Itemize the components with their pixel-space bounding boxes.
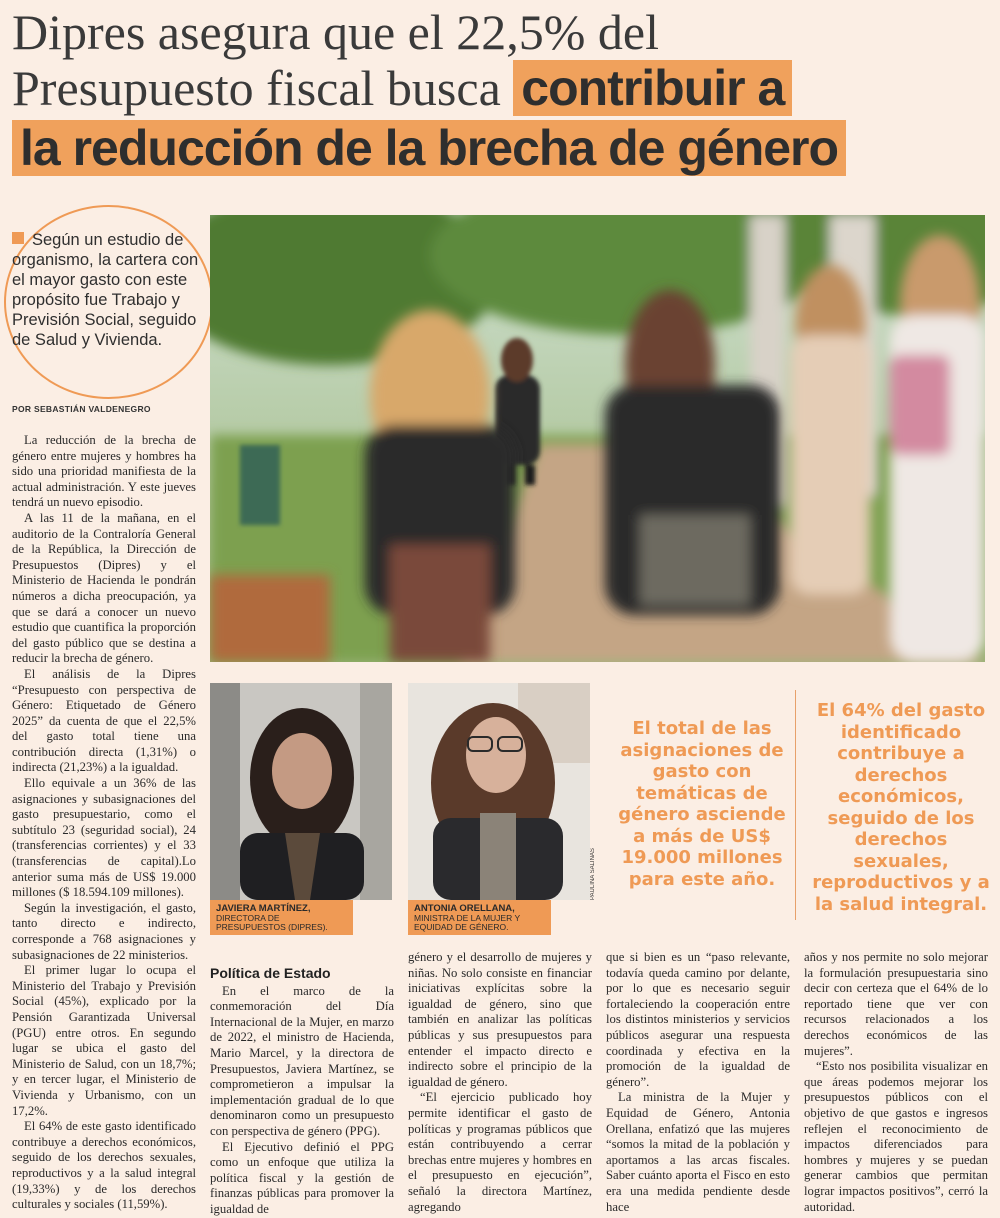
paragraph: La reducción de la brecha de género entre mujeres y hombres ha sido una prioridad manifiesta de la actual administración. Y este jueves tendrá un nuevo episodio. (12, 433, 196, 510)
main-photo (210, 215, 985, 662)
portrait-photo (408, 683, 590, 900)
paragraph: En el marco de la conmemoración del Día Internacional de la Mujer, en marzo de 2022, el ministro de Hacienda, Mario Marcel, y la directora de Presupuestos, Javiera Martínez, se comprometieron a impulsar la implementación gradual de lo que denominaron como un presupuesto con perspectiva de género (PPG). (210, 983, 394, 1138)
paragraph: años y nos permite no solo mejorar la formulación presupuestaria sino decir con certeza que el 64% de lo reportado tiene que ver con recursos relacionados a los derechos económicos de las mujeres”. (804, 950, 988, 1058)
paragraph: El 64% de este gasto identificado contribuye a derechos económicos, seguido de los derechos sexuales, reproductivos y a la salud integral (19,33%) y de los derechos culturales y sociales (11,59%). (12, 1119, 196, 1212)
article-column-2 (210, 966, 394, 1218)
headline-line-3 (12, 120, 992, 176)
portrait-photo (210, 683, 392, 900)
article-column-5 (804, 950, 988, 1215)
caption-antonia-orellana (408, 900, 551, 935)
headline-highlight-2: la reducción de la brecha de género (12, 120, 846, 176)
caption-role: MINISTRA DE LA MUJER Y EQUIDAD DE GÉNERO. (414, 912, 520, 932)
caption-javiera-martinez (210, 900, 353, 935)
pull-quote-2: El 64% del gasto identificado contribuye a derechos económicos, seguido de los derechos sexuales, reproductivos y a la salud integral. (812, 700, 990, 915)
paragraph: Según la investigación, el gasto, tanto directo e indirecto, corresponde a 768 asignaciones y subasignaciones de 22 ministerios. (12, 900, 196, 962)
section-heading: Política de Estado (210, 965, 331, 981)
paragraph: El Ejecutivo definió el PPG como un enfoque que utiliza la política fiscal y la gestión de finanzas públicas para promover la igualdad de (210, 1139, 394, 1216)
portrait-antonia-orellana (408, 683, 590, 900)
caption-name: ANTONIA ORELLANA, (414, 903, 515, 914)
caption-name: JAVIERA MARTÍNEZ, (216, 903, 311, 914)
paragraph: que si bien es un “paso relevante, todavía queda camino por delante, por lo que es necesario seguir fortaleciendo la cooperación entre los distintos ministerios y servicios públicos asegurar una respuesta coordinada y efectiva en la promoción de la igualdad de género”. (606, 950, 790, 1089)
paragraph: “Esto nos posibilita visualizar en que áreas podemos mejorar los presupuestos públicos con el objetivo de que gastos e ingresos reflejen el reconocimiento de impactos diferenciados para hombres y mujeres y se puedan generar cambios que permitan lograr impactos positivos”, cerró la autoridad. (804, 1059, 988, 1214)
paragraph: Ello equivale a un 36% de las asignaciones y subasignaciones del gasto presupuestario, como el subtítulo 23 (seguridad social), 24 (transferencias corrientes) y el 33 (transferencias de capital).Lo anterior suma más de US$ 19.000 millones ($ 18.594.109 millones). (12, 776, 196, 900)
caption-role: DIRECTORA DE PRESUPUESTOS (DIPRES). (216, 912, 328, 932)
article-column-1 (12, 433, 196, 1213)
article-column-4 (606, 950, 790, 1215)
pull-quote-1: El total de las asignaciones de gasto con temáticas de género asciende a más de US$ 19.000 millones para este año. (618, 718, 786, 890)
paragraph: género y el desarrollo de mujeres y niñas. No solo consiste en financiar iniciativas explícitas sobre la igualdad de género, sino que también en analizar las políticas públicas y sus presupuestos para entender el impacto directo e indirecto sobre el principio de la igualdad de género. (408, 950, 592, 1089)
summary-text: Según un estudio de organismo, la cartera con el mayor gasto con este propósito fue Trabajo y Previsión Social, seguido de Salud y Vivienda. (12, 231, 199, 349)
summary-lead (12, 230, 212, 350)
headline-line-2 (12, 60, 992, 116)
headline-line-1: Dipres asegura que el 22,5% del (12, 4, 659, 60)
paragraph: El análisis de la Dipres “Presupuesto con perspectiva de Género: Etiquetado de Género 2025” da cuenta de que el 22,5% del gasto total tiene una contribución directa (1,31%) o indirecta (21,23%) a la igualdad. (12, 666, 196, 775)
portrait-javiera-martinez (210, 683, 392, 900)
headline-line-2-text: Presupuesto fiscal busca (12, 60, 514, 116)
photo-credit: PAULINA SALINAS (590, 848, 596, 900)
paragraph: La ministra de la Mujer y Equidad de Género, Antonia Orellana, enfatizó que las mujeres “somos la mitad de la población y aportamos a las arcas fiscales. Saber cuánto aporta el Fisco en esto era una medida pendiente desde hace (606, 1090, 790, 1214)
quote-divider (795, 690, 796, 920)
headline (12, 4, 992, 176)
paragraph: “El ejercicio publicado hoy permite identificar el gasto de políticas y programas públicos que están contribuyendo a cerrar brechas entre mujeres y hombres en el presupuesto en ejecución”, señaló la directora Martínez, agregando (408, 1090, 592, 1214)
paragraph: El primer lugar lo ocupa el Ministerio del Trabajo y Previsión Social (45%), explicado por la Pensión Garantizada Universal (PGU) entre otros. En segundo lugar se ubica el gasto del Ministerio de Salud, con un 18,7%; y en tercer lugar, el Ministerio de Vivienda y Urbanismo, con un 17,2%. (12, 963, 196, 1118)
bullet-square-icon (12, 232, 24, 244)
headline-highlight-1: contribuir a (513, 60, 792, 116)
women-walking-photo (210, 215, 985, 662)
article-column-3 (408, 950, 592, 1215)
byline: POR SEBASTIÁN VALDENEGRO (12, 404, 151, 414)
paragraph: A las 11 de la mañana, en el auditorio de la Contraloría General de la República, la Dirección de Presupuestos (Dipres) y el Ministerio de Hacienda le pondrán números a dicha preocupación, ya que se dará a conocer un nuevo estudio que cuantifica la proporción del gasto público que se destina a reducir la brecha de género. (12, 510, 196, 666)
